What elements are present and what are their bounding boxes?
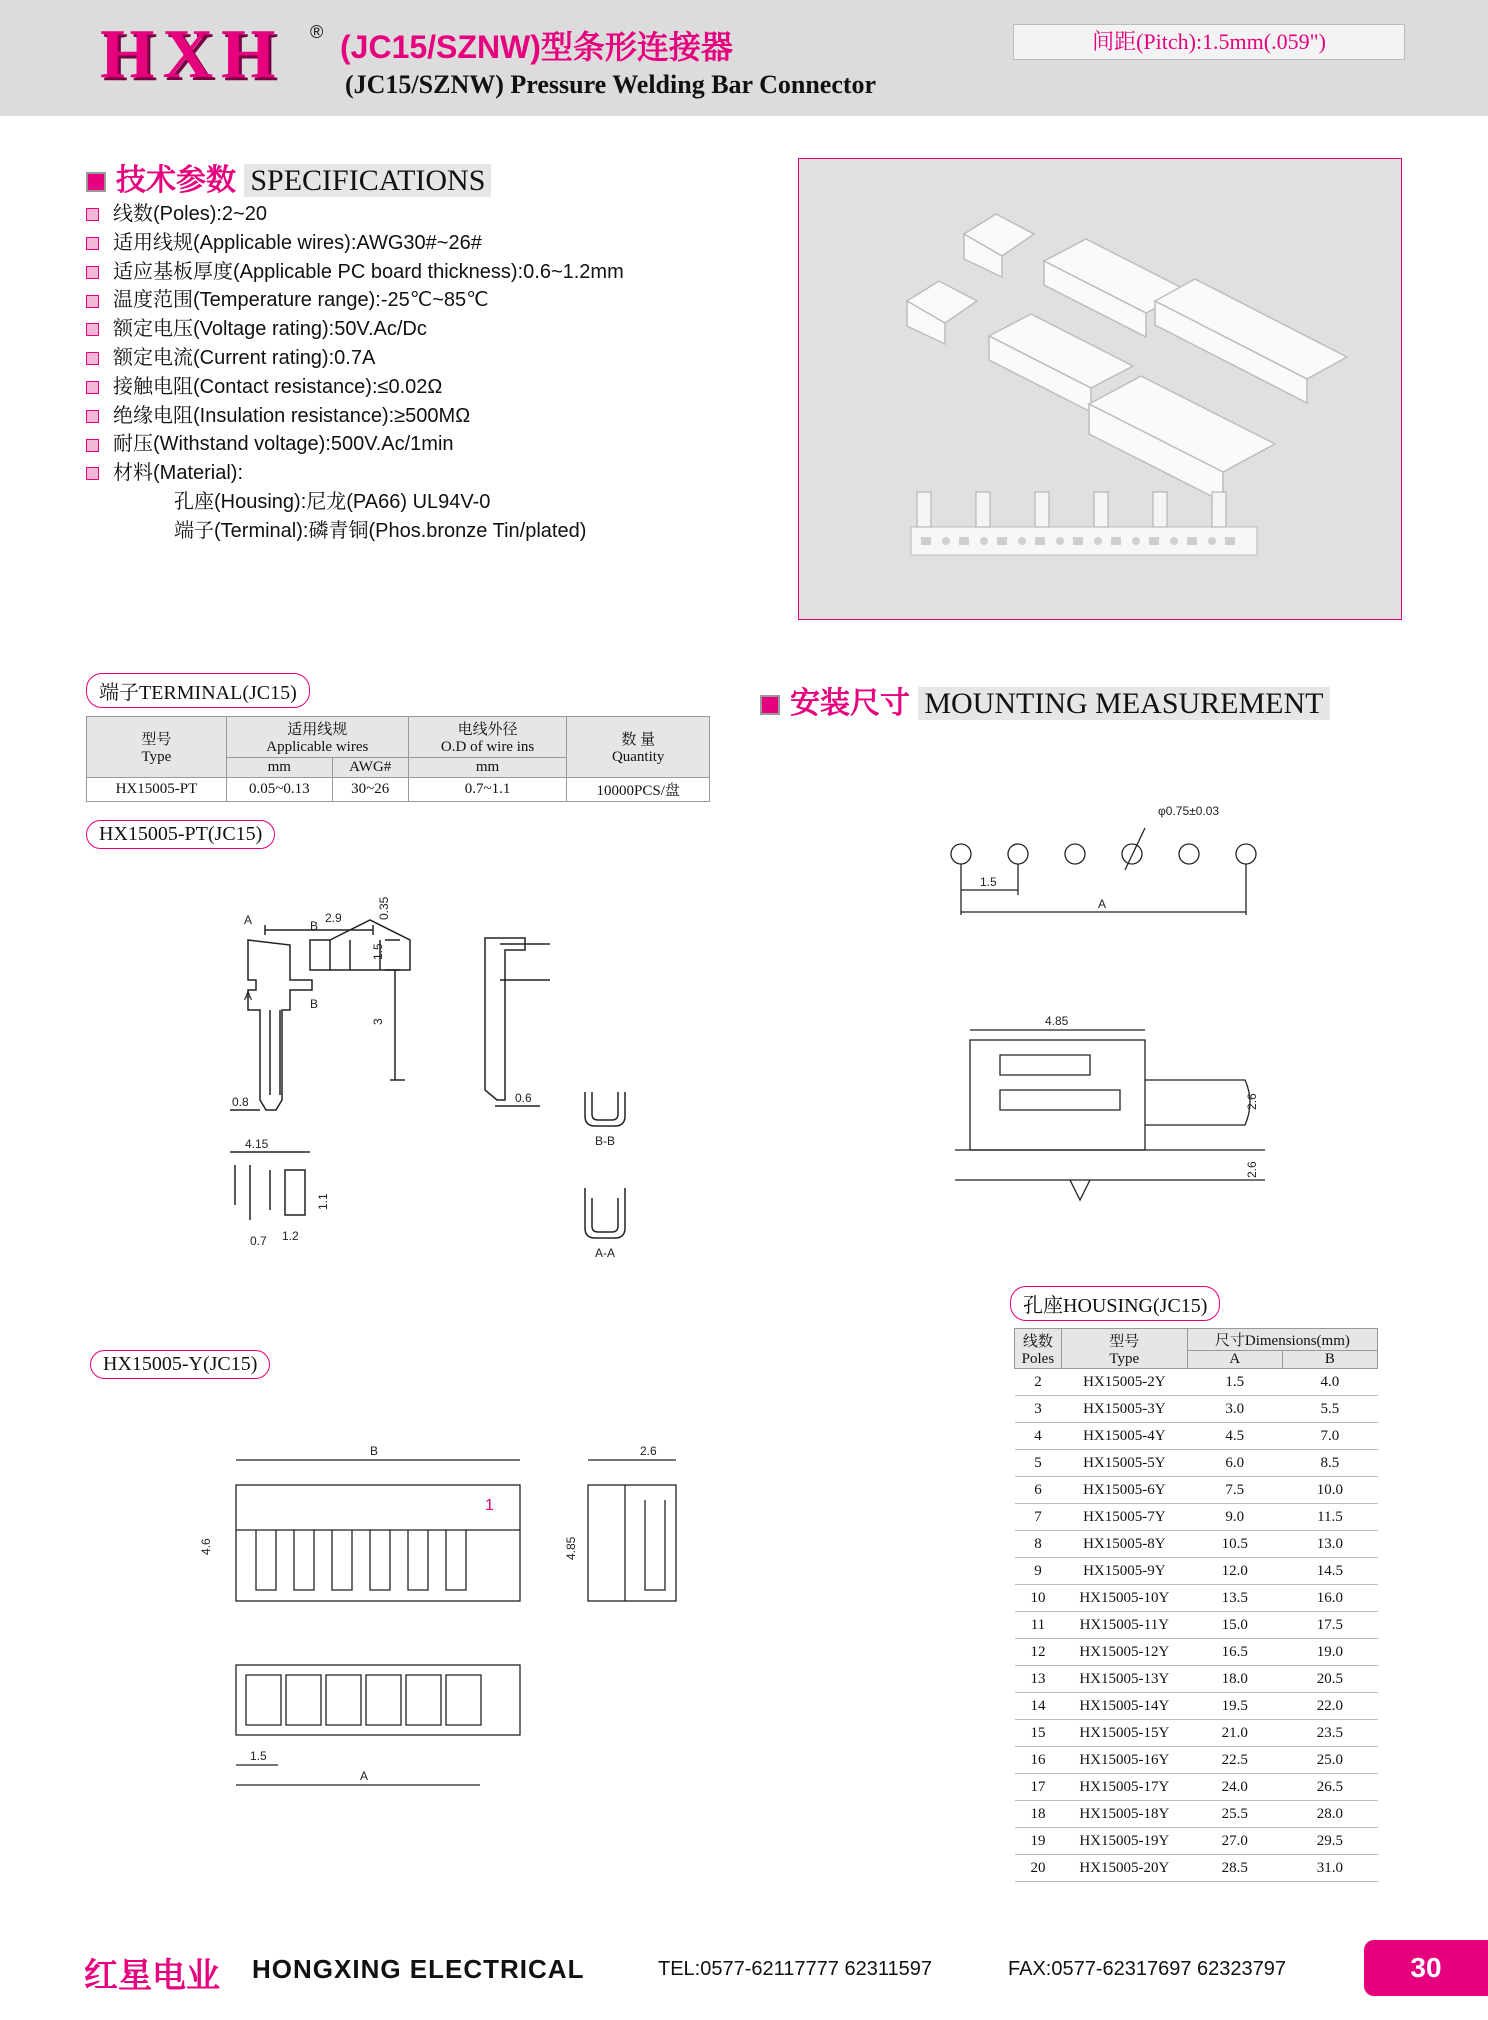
footer-company-en: HONGXING ELECTRICAL (252, 1954, 585, 1984)
svg-text:0.8: 0.8 (232, 1095, 249, 1109)
table-cell: 20.5 (1282, 1666, 1377, 1693)
footer-company-cn: 红星电业 (84, 1957, 220, 1995)
bullet-icon (86, 323, 99, 336)
housing-table-body (1015, 1369, 1378, 1882)
table-cell: 10 (1015, 1585, 1062, 1612)
table-cell: 22.0 (1282, 1693, 1377, 1720)
table-row (1015, 1585, 1378, 1612)
table-cell: HX15005-17Y (1061, 1774, 1187, 1801)
mounting-hole-diagram (940, 800, 1270, 920)
table-row (1015, 1855, 1378, 1882)
table-cell: 2 (1015, 1369, 1062, 1396)
spec-item: 适应基板厚度(Applicable PC board thickness):0.6~1.2mm (86, 258, 624, 287)
table-cell: 12.0 (1187, 1558, 1282, 1585)
th-mm: mm (226, 758, 332, 778)
table-cell: HX15005-2Y (1061, 1369, 1187, 1396)
terminal-drawing (230, 880, 650, 1280)
table-cell: 4.0 (1282, 1369, 1377, 1396)
page-title-en: (JC15/SZNW) Pressure Welding Bar Connector (345, 70, 877, 99)
svg-text:B: B (310, 919, 319, 933)
spec-item: 温度范围(Temperature range):-25℃~85℃ (86, 286, 624, 315)
svg-text:A-A: A-A (595, 1246, 616, 1260)
svg-text:0.6: 0.6 (515, 1091, 532, 1105)
table-row (1015, 1504, 1378, 1531)
table-cell: 5 (1015, 1450, 1062, 1477)
table-cell: 19.5 (1187, 1693, 1282, 1720)
svg-text:A: A (1098, 897, 1107, 911)
svg-text:1.5: 1.5 (371, 943, 385, 960)
table-row (1015, 1369, 1378, 1396)
spec-item: 材料(Material): (86, 459, 624, 488)
svg-text:1.5: 1.5 (980, 875, 997, 889)
table-cell: 4.5 (1187, 1423, 1282, 1450)
table-cell: 6 (1015, 1477, 1062, 1504)
spec-sub-item: 孔座(Housing):尼龙(PA66) UL94V-0 (174, 490, 491, 513)
svg-text:2.6: 2.6 (640, 1444, 657, 1458)
product-photo-illustration (799, 159, 1401, 619)
th-wires: 适用线规 Applicable wires (226, 717, 408, 758)
footer-fax: FAX:0577-62317697 62323797 (1008, 1958, 1287, 1980)
pitch-label: 间距(Pitch):1.5mm(.059") (1013, 24, 1405, 60)
spec-item: 耐压(Withstand voltage):500V.Ac/1min (86, 430, 624, 459)
svg-text:2.6: 2.6 (1245, 1093, 1259, 1110)
terminal-label: 端子TERMINAL(JC15) (86, 673, 310, 708)
mounting-heading (760, 678, 1330, 722)
section-square-icon (760, 695, 780, 715)
svg-text:4.15: 4.15 (245, 1137, 269, 1151)
table-cell: 13 (1015, 1666, 1062, 1693)
table-cell: HX15005-4Y (1061, 1423, 1187, 1450)
svg-text:4.6: 4.6 (199, 1538, 213, 1555)
bullet-icon (86, 467, 99, 480)
mounting-heading-en: MOUNTING MEASUREMENT (918, 687, 1329, 720)
table-row: HX15005-PT 0.05~0.13 30~26 0.7~1.1 10000PCS/盘 (87, 778, 710, 802)
th-od: 电线外径 O.D of wire ins (408, 717, 567, 758)
svg-text:1.1: 1.1 (316, 1193, 330, 1210)
table-row (1015, 1720, 1378, 1747)
table-row (1015, 1612, 1378, 1639)
terminal-strip-holes (921, 537, 1235, 545)
table-cell: HX15005-8Y (1061, 1531, 1187, 1558)
spec-sub-item: 端子(Terminal):磷青铜(Phos.bronze Tin/plated) (174, 519, 587, 542)
page-title-cn: (JC15/SZNW)型条形连接器 (340, 29, 733, 65)
table-cell: HX15005-9Y (1061, 1558, 1187, 1585)
housing-drawing-label: HX15005-Y(JC15) (90, 1350, 270, 1379)
spec-item: 适用线规(Applicable wires):AWG30#~26# (86, 229, 624, 258)
table-cell: HX15005-14Y (1061, 1693, 1187, 1720)
table-cell: 22.5 (1187, 1747, 1282, 1774)
table-cell: 28.0 (1282, 1801, 1377, 1828)
table-cell: 14 (1015, 1693, 1062, 1720)
svg-text:0.35: 0.35 (377, 896, 391, 920)
spec-list (86, 200, 624, 546)
svg-text:2.9: 2.9 (325, 911, 342, 925)
table-row (1015, 1558, 1378, 1585)
table-row (1015, 1423, 1378, 1450)
company-logo: HXH (100, 16, 284, 93)
table-cell: HX15005-11Y (1061, 1612, 1187, 1639)
table-cell: 31.0 (1282, 1855, 1377, 1882)
table-cell: HX15005-5Y (1061, 1450, 1187, 1477)
table-cell: 27.0 (1187, 1828, 1282, 1855)
table-cell: HX15005-18Y (1061, 1801, 1187, 1828)
table-cell: 24.0 (1187, 1774, 1282, 1801)
specs-heading-cn: 技术参数 (116, 164, 236, 197)
svg-text:A: A (244, 913, 253, 927)
svg-text:1: 1 (485, 1497, 494, 1514)
th-od-mm: mm (408, 758, 567, 778)
table-cell: 15 (1015, 1720, 1062, 1747)
mounting-side-diagram (940, 1010, 1270, 1210)
table-cell: 7.5 (1187, 1477, 1282, 1504)
table-cell: 13.0 (1282, 1531, 1377, 1558)
spec-item: 线数(Poles):2~20 (86, 200, 624, 229)
bullet-icon (86, 439, 99, 452)
table-cell: HX15005-12Y (1061, 1639, 1187, 1666)
svg-text:φ0.75±0.03: φ0.75±0.03 (1158, 804, 1220, 818)
table-cell: 17.5 (1282, 1612, 1377, 1639)
spec-item: 接触电阻(Contact resistance):≤0.02Ω (86, 373, 624, 402)
table-cell: 25.0 (1282, 1747, 1377, 1774)
table-cell: 9.0 (1187, 1504, 1282, 1531)
table-row (1015, 1450, 1378, 1477)
th-dims: 尺寸Dimensions(mm) (1187, 1329, 1377, 1351)
table-cell: 28.5 (1187, 1855, 1282, 1882)
table-cell: 15.0 (1187, 1612, 1282, 1639)
table-cell: 14.5 (1282, 1558, 1377, 1585)
terminal-table (86, 716, 710, 802)
svg-text:B-B: B-B (595, 1134, 616, 1148)
table-cell: 12 (1015, 1639, 1062, 1666)
table-row (1015, 1666, 1378, 1693)
table-cell: HX15005-6Y (1061, 1477, 1187, 1504)
bullet-icon (86, 381, 99, 394)
mounting-heading-cn: 安装尺寸 (790, 687, 910, 720)
th-type: 型号 Type (1061, 1329, 1187, 1369)
spec-item: 绝缘电阻(Insulation resistance):≥500MΩ (86, 402, 624, 431)
svg-text:3: 3 (371, 1018, 385, 1025)
svg-text:1.2: 1.2 (282, 1229, 299, 1243)
table-cell: 7 (1015, 1504, 1062, 1531)
table-cell: 19 (1015, 1828, 1062, 1855)
table-cell: 16.5 (1187, 1639, 1282, 1666)
bullet-icon (86, 410, 99, 423)
specs-heading-en: SPECIFICATIONS (244, 164, 491, 197)
bullet-icon (86, 208, 99, 221)
table-row (1015, 1828, 1378, 1855)
th-a: A (1187, 1351, 1282, 1369)
table-cell: 26.5 (1282, 1774, 1377, 1801)
table-cell: 11.5 (1282, 1504, 1377, 1531)
table-cell: 10.0 (1282, 1477, 1377, 1504)
product-photo (798, 158, 1402, 620)
bullet-icon (86, 266, 99, 279)
spec-item: 额定电压(Voltage rating):50V.Ac/Dc (86, 315, 624, 344)
bullet-icon (86, 295, 99, 308)
th-type: 型号 Type (87, 717, 227, 778)
table-cell: 16 (1015, 1747, 1062, 1774)
table-cell: 20 (1015, 1855, 1062, 1882)
svg-text:A: A (244, 989, 253, 1003)
table-cell: 5.5 (1282, 1396, 1377, 1423)
table-cell: 29.5 (1282, 1828, 1377, 1855)
spec-item: 额定电流(Current rating):0.7A (86, 344, 624, 373)
registered-mark: ® (310, 22, 324, 42)
housing-label: 孔座HOUSING(JC15) (1010, 1286, 1220, 1321)
specs-heading (86, 155, 491, 199)
table-cell: 23.5 (1282, 1720, 1377, 1747)
table-cell: HX15005-13Y (1061, 1666, 1187, 1693)
th-awg: AWG# (332, 758, 408, 778)
table-cell: HX15005-20Y (1061, 1855, 1187, 1882)
table-cell: 8.5 (1282, 1450, 1377, 1477)
svg-text:2.6: 2.6 (1245, 1161, 1259, 1178)
table-cell: HX15005-15Y (1061, 1720, 1187, 1747)
svg-text:4.85: 4.85 (564, 1536, 578, 1560)
table-cell: 17 (1015, 1774, 1062, 1801)
table-cell: 21.0 (1187, 1720, 1282, 1747)
table-row (1015, 1747, 1378, 1774)
table-cell: 10.5 (1187, 1531, 1282, 1558)
terminal-drawing-label: HX15005-PT(JC15) (86, 820, 275, 849)
table-cell: 6.0 (1187, 1450, 1282, 1477)
table-row (1015, 1396, 1378, 1423)
table-row (1015, 1477, 1378, 1504)
table-cell: 8 (1015, 1531, 1062, 1558)
svg-text:0.7: 0.7 (250, 1234, 267, 1248)
table-row (1015, 1531, 1378, 1558)
table-cell: HX15005-7Y (1061, 1504, 1187, 1531)
table-cell: 13.5 (1187, 1585, 1282, 1612)
table-row (1015, 1774, 1378, 1801)
table-cell: 11 (1015, 1612, 1062, 1639)
housing-drawing (190, 1440, 710, 1810)
table-cell: 18 (1015, 1801, 1062, 1828)
svg-text:4.85: 4.85 (1045, 1014, 1069, 1028)
table-cell: 9 (1015, 1558, 1062, 1585)
housing-table (1014, 1328, 1378, 1882)
svg-text:B: B (310, 997, 319, 1011)
table-cell: 4 (1015, 1423, 1062, 1450)
table-cell: 18.0 (1187, 1666, 1282, 1693)
th-poles: 线数 Poles (1015, 1329, 1062, 1369)
page-number: 30 (1364, 1940, 1488, 1996)
svg-text:B: B (370, 1444, 379, 1458)
table-cell: HX15005-19Y (1061, 1828, 1187, 1855)
table-cell: 7.0 (1282, 1423, 1377, 1450)
table-row (1015, 1693, 1378, 1720)
section-square-icon (86, 172, 106, 192)
table-cell: 19.0 (1282, 1639, 1377, 1666)
table-cell: HX15005-10Y (1061, 1585, 1187, 1612)
bullet-icon (86, 237, 99, 250)
table-cell: 3 (1015, 1396, 1062, 1423)
table-cell: 16.0 (1282, 1585, 1377, 1612)
svg-text:A: A (360, 1769, 369, 1783)
th-qty: 数 量 Quantity (567, 717, 710, 778)
table-cell: 3.0 (1187, 1396, 1282, 1423)
table-cell: 25.5 (1187, 1801, 1282, 1828)
svg-text:1.5: 1.5 (250, 1749, 267, 1763)
table-cell: HX15005-3Y (1061, 1396, 1187, 1423)
table-row (1015, 1801, 1378, 1828)
table-row (1015, 1639, 1378, 1666)
bullet-icon (86, 352, 99, 365)
table-cell: 1.5 (1187, 1369, 1282, 1396)
footer-tel: TEL:0577-62117777 62311597 (658, 1958, 932, 1980)
th-b: B (1282, 1351, 1377, 1369)
table-cell: HX15005-16Y (1061, 1747, 1187, 1774)
